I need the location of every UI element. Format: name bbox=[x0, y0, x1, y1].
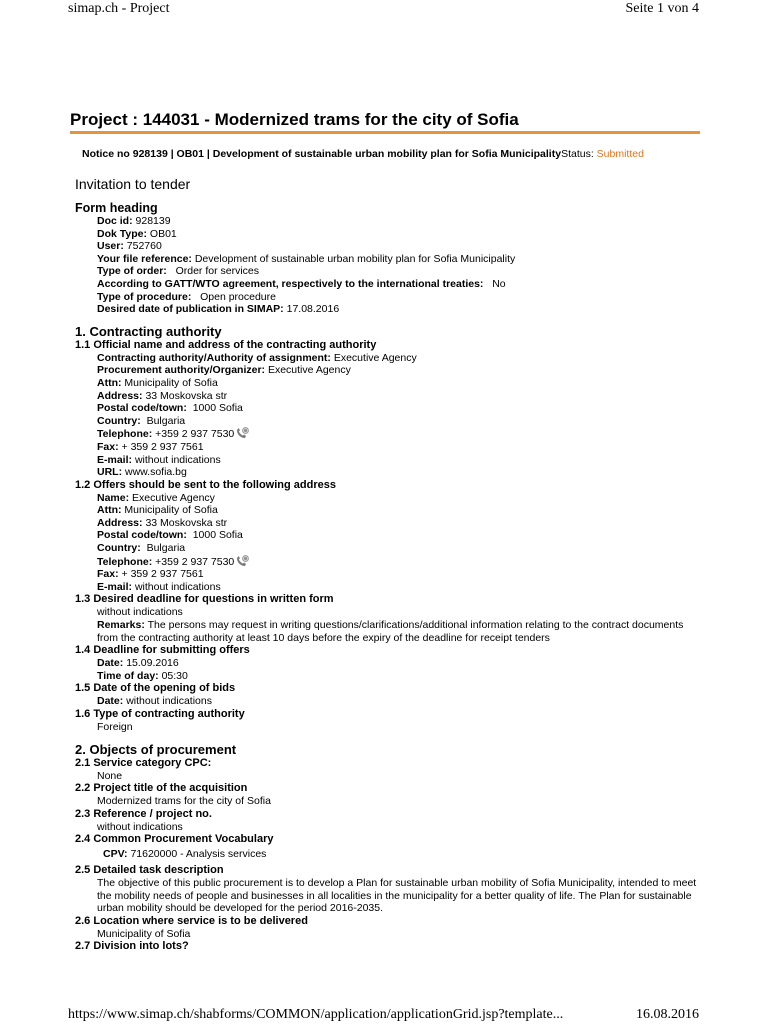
field-country: Country: Bulgaria bbox=[97, 542, 186, 555]
field-attn: Attn: Municipality of Sofia bbox=[97, 504, 218, 517]
page-footer bbox=[68, 1007, 699, 1023]
subsection-1-2: 1.2 Offers should be sent to the following address bbox=[75, 478, 336, 491]
offers-address-fields bbox=[75, 492, 700, 594]
field-telephone: Telephone: +359 2 937 7530 bbox=[97, 427, 700, 441]
title-divider bbox=[70, 131, 700, 134]
service-category-value: None bbox=[97, 769, 123, 782]
reference-value: without indications bbox=[97, 820, 183, 833]
invitation-heading: Invitation to tender bbox=[75, 176, 191, 192]
subsection-2-6: 2.6 Location where service is to be delivered bbox=[75, 914, 308, 927]
subsection-2-7: 2.7 Division into lots? bbox=[75, 940, 189, 953]
url-link[interactable]: www.sofia.bg bbox=[125, 466, 187, 479]
notice-text: Notice no 928139 | OB01 | Development of sustainable urban mobility plan for Sofia Municipality bbox=[82, 148, 562, 160]
subsection-2-1: 2.1 Service category CPC: bbox=[75, 756, 212, 769]
notice-line bbox=[82, 148, 644, 160]
offers-deadline bbox=[75, 657, 700, 682]
field-doc-id: Doc id: 928139 bbox=[97, 215, 171, 227]
field-postal-code: Postal code/town: 1000 Sofia bbox=[97, 402, 243, 415]
status-badge: Submitted bbox=[596, 148, 644, 160]
subsection-2-5: 2.5 Detailed task description bbox=[75, 863, 224, 876]
subsection-1-3: 1.3 Desired deadline for questions in written form bbox=[75, 593, 334, 606]
subsection-1-4: 1.4 Deadline for submitting offers bbox=[75, 644, 250, 657]
field-deadline-date: Date: 15.09.2016 bbox=[97, 657, 179, 670]
subsection-1-5: 1.5 Date of the opening of bids bbox=[75, 682, 236, 695]
form-heading-fields bbox=[75, 215, 700, 316]
authority-type-value: Foreign bbox=[97, 721, 133, 733]
questions-deadline bbox=[75, 606, 700, 644]
page-header-title: simap.ch - Project bbox=[68, 1, 170, 16]
page-number: Seite 1 von 4 bbox=[625, 1, 699, 16]
field-contracting-authority: Contracting authority/Authority of assignment: Executive Agency bbox=[97, 351, 417, 364]
phone-icon[interactable] bbox=[235, 555, 249, 567]
field-publication-date: Desired date of publication in SIMAP: 17.08.2016 bbox=[97, 303, 340, 316]
phone-icon[interactable] bbox=[235, 427, 249, 439]
page-title: Project : 144031 - Modernized trams for the city of Sofia bbox=[70, 110, 519, 129]
field-remarks: Remarks: The persons may request in writing questions/clarifications/additional information relating to the contract documents from the contracting authority at least 10 days before the expiry of the deadline for receipt tenders bbox=[97, 619, 684, 644]
section-contracting-authority: 1. Contracting authority bbox=[75, 323, 222, 339]
subsection-1-6: 1.6 Type of contracting authority bbox=[75, 708, 245, 720]
subsection-2-3: 2.3 Reference / project no. bbox=[75, 807, 212, 820]
questions-deadline-value: without indications bbox=[97, 606, 183, 619]
field-type-of-procedure: Type of procedure: Open procedure bbox=[97, 290, 276, 303]
authority-type bbox=[75, 721, 700, 734]
form-heading-title: Form heading bbox=[75, 201, 158, 215]
field-attn: Attn: Municipality of Sofia bbox=[97, 376, 218, 389]
field-user: User: 752760 bbox=[97, 240, 162, 253]
field-cpv: CPV: 71620000 - Analysis services bbox=[103, 848, 267, 861]
tender-content bbox=[75, 176, 700, 953]
field-postal-code: Postal code/town: 1000 Sofia bbox=[97, 529, 243, 542]
page-header bbox=[68, 1, 699, 17]
subsection-2-2: 2.2 Project title of the acquisition bbox=[75, 782, 248, 795]
project-title-value: Modernized trams for the city of Sofia bbox=[97, 795, 271, 808]
field-name: Name: Executive Agency bbox=[97, 491, 215, 504]
field-email: E-mail: without indications bbox=[97, 580, 221, 593]
field-gatt-wto: According to GATT/WTO agreement, respectively to the international treaties: No bbox=[97, 277, 506, 290]
contracting-authority-fields bbox=[75, 352, 700, 479]
field-dok-type: Dok Type: OB01 bbox=[97, 227, 177, 240]
field-country: Country: Bulgaria bbox=[97, 414, 186, 427]
status-label: Status: bbox=[561, 148, 594, 160]
location-value: Municipality of Sofia bbox=[97, 927, 191, 940]
field-telephone: Telephone: +359 2 937 7530 bbox=[97, 555, 700, 569]
page-url[interactable]: https://www.simap.ch/shabforms/COMMON/application/applicationGrid.jsp?template... bbox=[68, 1007, 564, 1022]
field-fax: Fax: + 359 2 937 7561 bbox=[97, 568, 204, 581]
field-file-reference: Your file reference: Development of sustainable urban mobility plan for Sofia Municipality bbox=[97, 252, 516, 265]
field-address: Address: 33 Moskovska str bbox=[97, 389, 228, 402]
subsection-2-4: 2.4 Common Procurement Vocabulary bbox=[75, 833, 274, 846]
field-procurement-authority: Procurement authority/Organizer: Executive Agency bbox=[97, 364, 351, 377]
field-address: Address: 33 Moskovska str bbox=[97, 516, 228, 529]
field-opening-date: Date: without indications bbox=[97, 695, 212, 708]
field-type-of-order: Type of order: Order for services bbox=[97, 265, 260, 278]
field-email: E-mail: without indications bbox=[97, 453, 221, 466]
field-fax: Fax: + 359 2 937 7561 bbox=[97, 440, 204, 453]
task-description-value: The objective of this public procurement is to develop a Plan for sustainable urban mobility of Sofia Municipality, intended to meet the mobility needs of people and businesses in all localities in the municipality for a better quality of life. The Plan for sustainable urban mobility should be developed for the period 2016-2035. bbox=[97, 876, 697, 915]
field-deadline-time: Time of day: 05:30 bbox=[97, 669, 188, 682]
subsection-1-1: 1.1 Official name and address of the contracting authority bbox=[75, 338, 377, 351]
section-objects-of-procurement: 2. Objects of procurement bbox=[75, 741, 237, 757]
page-date: 16.08.2016 bbox=[636, 1007, 699, 1022]
bid-opening bbox=[75, 695, 700, 708]
field-url: URL: www.sofia.bg bbox=[97, 466, 187, 479]
